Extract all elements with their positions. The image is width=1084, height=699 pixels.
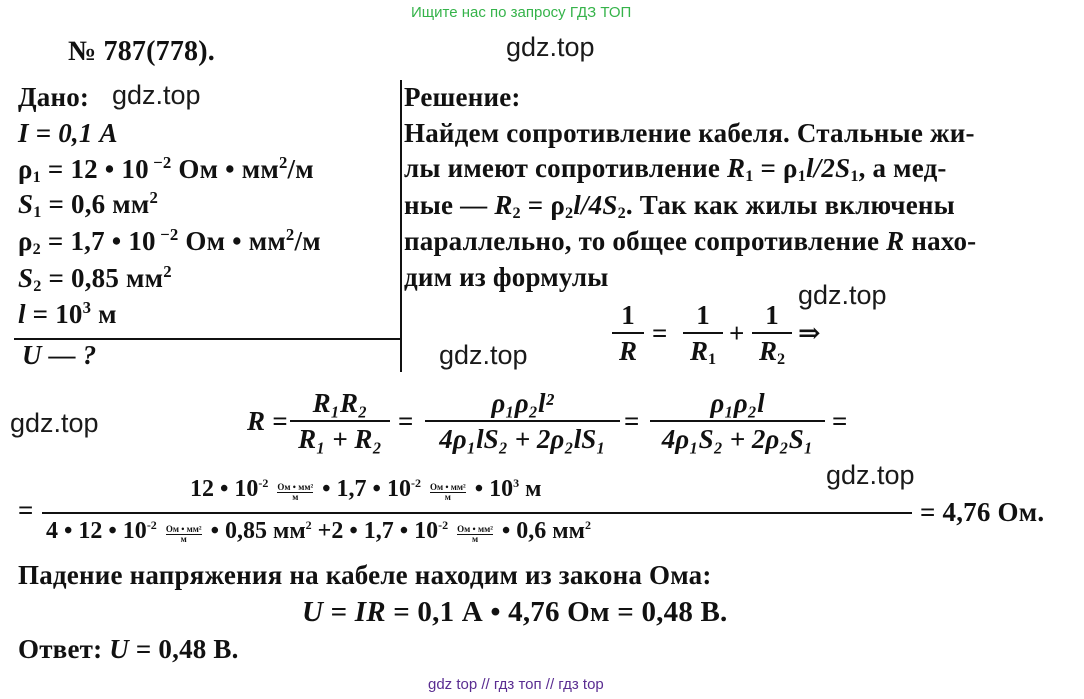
watermark: gdz.top xyxy=(826,460,915,490)
solution-line-3 xyxy=(404,190,955,223)
exponent: -2 xyxy=(146,518,157,532)
watermark: gdz.top xyxy=(798,280,887,310)
ohm-law-text: Падение напряжения на кабеле находим из закона Ома: xyxy=(18,560,712,590)
unit: м xyxy=(519,476,542,502)
symbol-r: R xyxy=(494,190,513,220)
equals-sign: = xyxy=(652,318,668,348)
symbol-u: U xyxy=(109,634,129,664)
unit-top: Ом • мм² xyxy=(165,524,202,534)
exponent: 2 xyxy=(278,153,288,172)
equals-sign: = xyxy=(18,495,34,525)
number: • 0,6 мм xyxy=(501,518,586,544)
subscript: 1 xyxy=(745,167,754,185)
solution-line-2 xyxy=(404,153,947,186)
answer xyxy=(18,634,239,665)
exponent: 2 xyxy=(305,518,312,532)
exponent: -2 xyxy=(258,476,269,490)
symbol-s: S xyxy=(18,263,34,293)
unit-bottom: м xyxy=(471,534,479,544)
subscript: 1 xyxy=(707,350,717,368)
fraction-bar xyxy=(290,420,390,422)
value: = 0,85 мм xyxy=(41,263,164,293)
denominator: 4ρ₁S₂ + 2ρ₂S₁ xyxy=(661,424,814,454)
unit-top: Ом • мм² xyxy=(277,482,314,492)
equals-sign: = xyxy=(624,406,640,436)
plus-sign: + xyxy=(729,318,745,348)
text: = 0,1 А • 4,76 Ом = 0,48 В. xyxy=(385,596,728,628)
text: ные — xyxy=(404,190,495,220)
exponent: -2 xyxy=(410,476,421,490)
subscript: 1 xyxy=(850,167,859,185)
fraction-bar xyxy=(425,420,620,422)
subscript: 2 xyxy=(512,204,521,222)
unit: Ом • мм xyxy=(178,226,286,256)
symbol-s: S xyxy=(18,189,34,219)
text: = ρ xyxy=(520,190,565,220)
given-current xyxy=(18,118,118,149)
denominator: R xyxy=(618,336,637,366)
fraction-bar xyxy=(612,332,644,334)
given-length xyxy=(18,298,117,330)
text: = xyxy=(323,596,355,628)
exponent: 2 xyxy=(163,262,172,281)
number: • 10 xyxy=(474,476,514,502)
watermark: gdz.top xyxy=(506,32,595,62)
text: l/4S xyxy=(573,190,618,220)
text: , а мед- xyxy=(858,153,947,183)
exponent: 3 xyxy=(513,476,520,490)
fraction-bar xyxy=(650,420,825,422)
exponent: 2 xyxy=(585,518,592,532)
problem-number: № 787(778). xyxy=(68,36,215,67)
answer-value: = 0,48 В. xyxy=(128,634,239,664)
unit-fraction xyxy=(430,483,466,502)
symbol-u: U xyxy=(302,596,324,628)
unit: Ом • мм xyxy=(171,154,279,184)
ohm-law-formula xyxy=(302,596,727,629)
number: • 0,85 мм xyxy=(210,518,306,544)
subscript: 2 xyxy=(776,350,786,368)
equals-sign: = xyxy=(832,406,848,436)
given-s1 xyxy=(18,188,158,222)
number: 4 • 12 • 10 xyxy=(46,518,147,544)
subscript: 2 xyxy=(564,204,574,222)
given-find: U — ? xyxy=(22,340,97,370)
watermark: gdz.top xyxy=(112,80,201,110)
fraction xyxy=(290,388,390,454)
fraction xyxy=(612,300,644,366)
number: +2 • 1,7 • 10 xyxy=(311,518,439,544)
text: l/2S xyxy=(805,153,851,183)
value: = 1,7 • 10 xyxy=(40,226,156,256)
unit-top: Ом • мм² xyxy=(457,524,493,534)
fraction xyxy=(752,300,792,374)
exponent: −2 xyxy=(155,225,179,244)
denominator: R₁ + R₂ xyxy=(298,424,382,454)
text: = ρ xyxy=(753,153,798,183)
subscript: 1 xyxy=(33,203,42,221)
watermark: gdz.top xyxy=(439,340,528,370)
denominator xyxy=(759,336,785,374)
main-fraction-bar xyxy=(42,512,912,514)
exponent: 2 xyxy=(149,188,159,207)
symbol-r: R xyxy=(727,153,746,183)
text: лы имеют сопротивление xyxy=(404,153,728,183)
unit: /м xyxy=(294,226,321,256)
symbol-r: R xyxy=(689,336,708,366)
numerator: ρ₁ρ₂l² xyxy=(491,388,554,418)
exponent: 2 xyxy=(285,225,295,244)
watermark: gdz.top xyxy=(10,408,99,438)
value: = 10 xyxy=(25,299,83,329)
given-rho1 xyxy=(18,153,314,187)
subscript: 2 xyxy=(33,277,42,295)
fraction xyxy=(425,388,620,454)
denominator: 4ρ₁lS₂ + 2ρ₂lS₁ xyxy=(439,424,606,454)
fraction xyxy=(650,388,825,454)
answer-label: Ответ: xyxy=(18,634,110,664)
symbol-r: R xyxy=(886,226,905,256)
unit: /м xyxy=(287,154,314,184)
fraction-bar xyxy=(683,332,723,334)
unit-top: Ом • мм² xyxy=(429,482,466,492)
text: параллельно, то общее сопротивление xyxy=(404,226,887,256)
given-current-text: I = 0,1 А xyxy=(18,118,118,148)
given-rho2 xyxy=(18,225,321,259)
unit-fraction xyxy=(166,525,202,544)
given-s2 xyxy=(18,262,172,296)
unit-fraction xyxy=(457,525,493,544)
symbol-rho: ρ xyxy=(18,154,33,184)
exponent: −2 xyxy=(148,153,172,172)
numerator: 1 xyxy=(765,300,779,330)
number: • 1,7 • 10 xyxy=(322,476,411,502)
symbol-rho: ρ xyxy=(18,226,33,256)
fraction-bar xyxy=(752,332,792,334)
solution-line-4 xyxy=(404,226,976,257)
equals-sign: = xyxy=(398,406,414,436)
numerator: ρ₁ρ₂l xyxy=(710,388,765,418)
numerator: R₁R₂ xyxy=(312,388,368,418)
given-title: Дано: xyxy=(18,82,90,112)
denominator xyxy=(690,336,716,374)
symbol-ir: IR xyxy=(354,596,386,628)
solution-title: Решение: xyxy=(404,82,521,112)
value: = 0,6 мм xyxy=(41,189,150,219)
subscript: 1 xyxy=(32,168,41,186)
unit-bottom: м xyxy=(444,492,451,502)
text: . Так как жилы включены xyxy=(625,190,955,220)
footer-links[interactable]: gdz top // гдз топ // гдз top xyxy=(428,676,604,693)
unit-bottom: м xyxy=(292,492,299,502)
solution-line-5: дим из формулы xyxy=(404,262,609,292)
numeric-numerator xyxy=(190,476,541,503)
subscript: 1 xyxy=(797,167,806,185)
implies-arrow: ⇒ xyxy=(798,318,821,348)
numerator: 1 xyxy=(621,300,635,330)
unit-bottom: м xyxy=(180,534,187,544)
solution-line-1: Найдем сопротивление кабеля. Стальные жи- xyxy=(404,118,975,148)
subscript: 2 xyxy=(617,204,626,222)
numeric-result: = 4,76 Ом. xyxy=(920,497,1045,527)
exponent: 3 xyxy=(82,298,92,317)
text: нахо- xyxy=(904,226,977,256)
exponent: -2 xyxy=(438,518,449,532)
top-banner: Ищите нас по запросу ГДЗ ТОП xyxy=(411,4,632,21)
symbol-r: R xyxy=(758,336,777,366)
symbol-l: l xyxy=(18,299,26,329)
numerator: 1 xyxy=(696,300,710,330)
number: 12 • 10 xyxy=(190,476,259,502)
given-separator xyxy=(400,80,402,372)
unit-fraction xyxy=(277,483,313,502)
fraction xyxy=(683,300,723,374)
formula2-lhs: R = xyxy=(247,406,288,436)
numeric-denominator xyxy=(46,518,591,545)
subscript: 2 xyxy=(32,240,41,258)
value: = 12 • 10 xyxy=(40,154,149,184)
unit: м xyxy=(91,299,117,329)
